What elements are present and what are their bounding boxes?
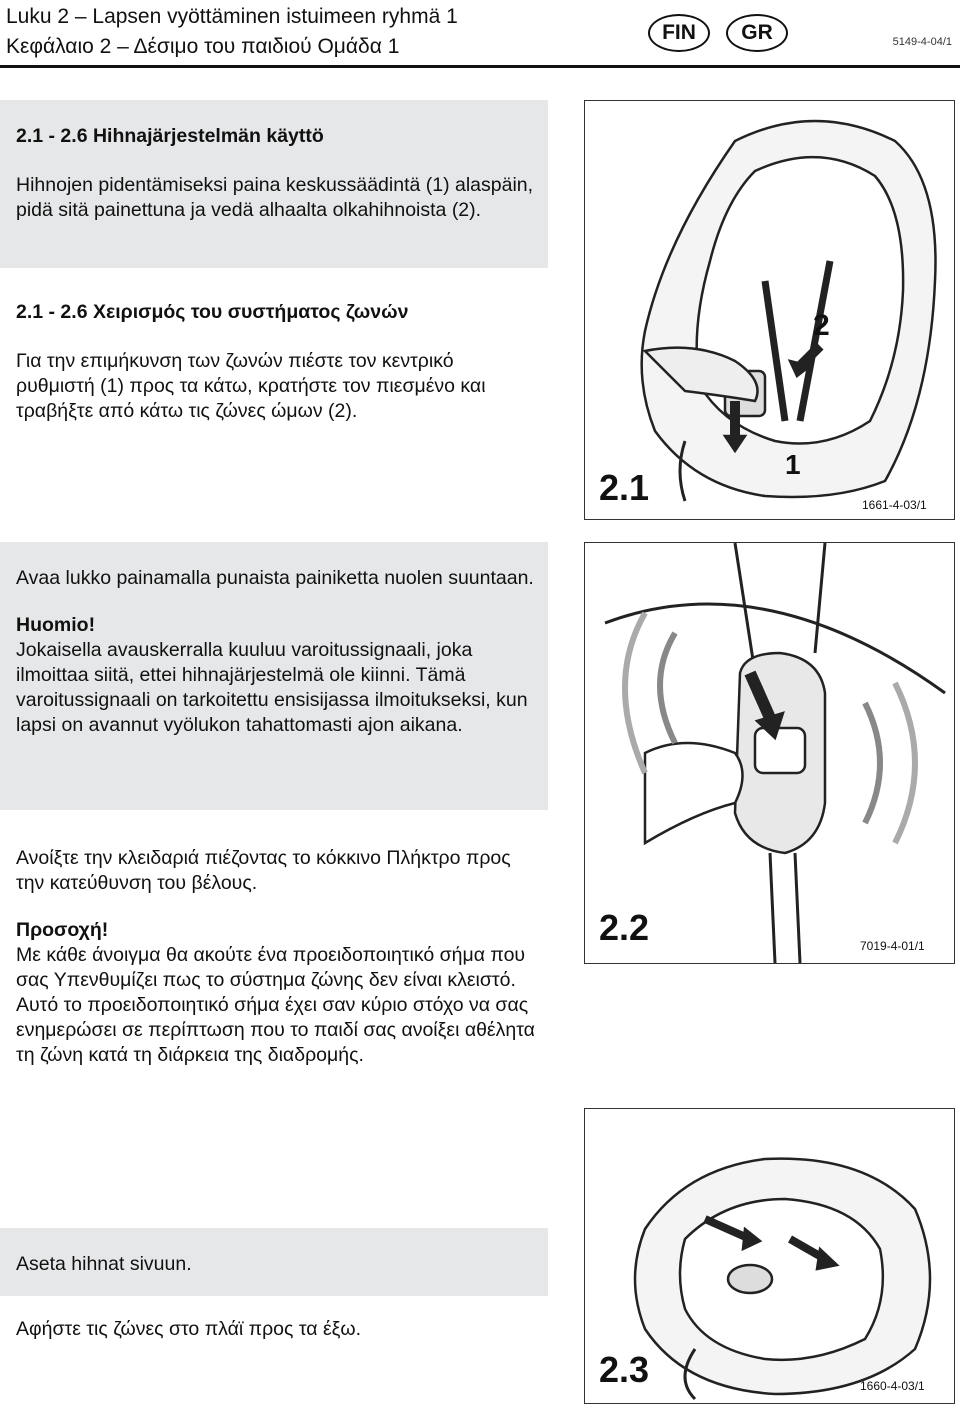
- section-body: Αφήστε τις ζώνες στο πλάϊ προς τα έξω.: [16, 1318, 362, 1340]
- figure-code: 7019-4-01/1: [860, 939, 925, 953]
- chapter-title-fi: Luku 2 – Lapsen vyöttäminen istuimeen ryhmä 1: [6, 5, 458, 28]
- figure-code: 1660-4-03/1: [860, 1379, 925, 1393]
- figure-2-2: [584, 542, 955, 964]
- section-body: Ανοίξτε την κλειδαριά πιέζοντας το κόκκινο Πλήκτρο προς την κατεύθυνση του βέλους.: [16, 847, 511, 894]
- figure-2-3: [584, 1108, 955, 1404]
- note-title: Huomio!: [16, 614, 96, 636]
- figure-callout-1: 1: [785, 449, 801, 480]
- chapter-title-gr: Κεφάλαιο 2 – Δέσιμο του παιδιού Ομάδα 1: [6, 35, 400, 58]
- figure-label: 2.1: [599, 467, 650, 508]
- section-title: 2.1 - 2.6 Χειρισμός του συστήματος ζωνών: [16, 301, 409, 323]
- figure-label: 2.3: [599, 1349, 650, 1390]
- figure-callout-2: 2: [813, 309, 830, 342]
- fi-section-1: [16, 124, 536, 223]
- figure-label: 2.2: [599, 907, 650, 948]
- figure-code: 1661-4-03/1: [862, 498, 927, 512]
- note-body: Jokaisella avauskerralla kuuluu varoitussignaali, joka ilmoittaa siitä, ettei hihnajärjestelmä ole kiinni. Tämä varoitussignaali on tarkoitettu ensisijassa ilmoitukseksi, kun lapsi on avannut vyölukon tahattomasti ajon aikana.: [16, 639, 528, 736]
- section-title: 2.1 - 2.6 Hihnajärjestelmän käyttö: [16, 125, 324, 147]
- lang-badge-fin: FIN: [648, 14, 710, 52]
- gr-section-1: [16, 300, 536, 424]
- section-body: Aseta hihnat sivuun.: [16, 1253, 192, 1275]
- note-body: Με κάθε άνοιγμα θα ακούτε ένα προειδοποιητικό σήμα που σας Υπενθυμίζει πως το σύστημα ζώνης δεν είναι κλειστό. Αυτό το προειδοποιητικό σήμα έχει σαν κύριο στόχο να σας ενημερώσει σε περίπτωση που το παιδί σας ανοίξει αθέλητα τη ζώνη κατά τη διάρκεια της διαδρομής.: [16, 944, 535, 1066]
- gr-section-2: [16, 846, 536, 1068]
- lang-badge-gr: GR: [726, 14, 788, 52]
- buckle-release-illustration: [585, 543, 954, 963]
- section-body: Για την επιμήκυνση των ζωνών πιέστε τον κεντρικό ρυθμιστή (1) προς τα κάτω, κρατήστε τον πιεσμένο και τραβήξτε από κάτω τις ζώνες ώμων (2).: [16, 350, 486, 422]
- language-badges: [648, 14, 788, 52]
- page-header: [6, 2, 458, 62]
- section-body: Avaa lukko painamalla punaista painiketta nuolen suuntaan.: [16, 567, 534, 589]
- page-code: 5149-4-04/1: [892, 36, 952, 48]
- fi-section-3: [16, 1252, 536, 1277]
- section-body: Hihnojen pidentämiseksi paina keskussäädintä (1) alaspäin, pidä sitä painettuna ja vedä alhaalta olkahihnoista (2).: [16, 174, 534, 221]
- note-title: Προσοχή!: [16, 919, 109, 941]
- gr-section-3: [16, 1317, 536, 1342]
- header-rule: [0, 65, 960, 68]
- figure-2-1: [584, 100, 955, 520]
- fi-section-2: [16, 566, 536, 738]
- car-seat-harness-illustration: [585, 101, 954, 519]
